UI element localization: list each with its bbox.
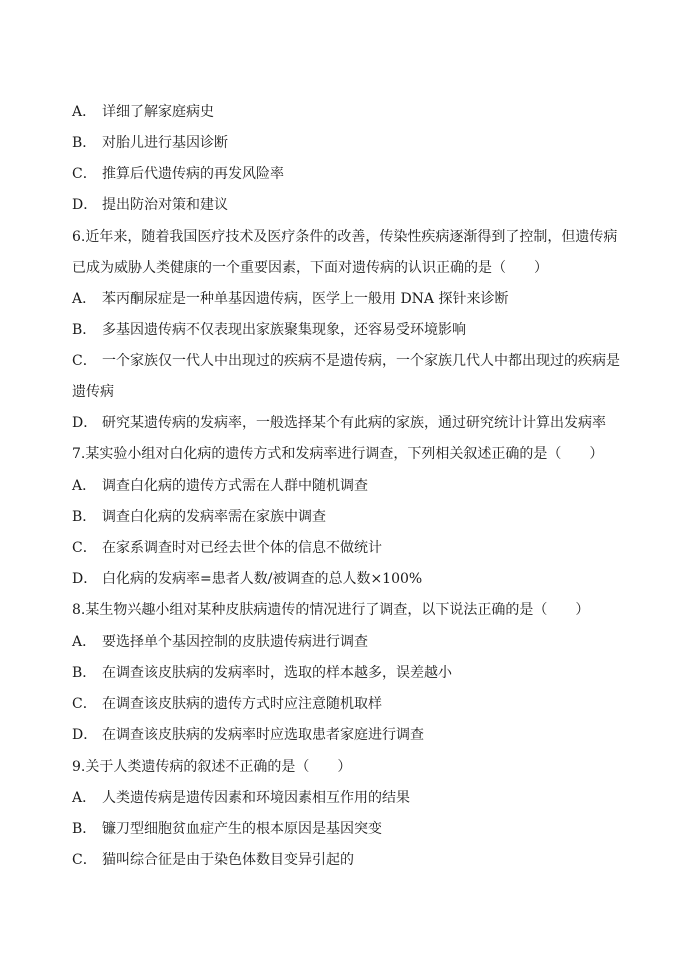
option-letter: C． xyxy=(72,540,97,556)
option-letter: A． xyxy=(72,291,97,307)
option-c xyxy=(72,694,618,714)
option-b xyxy=(72,819,618,839)
question-text: 已成为威胁人类健康的一个重要因素，下面对遗传病的认识正确的是（ ） xyxy=(72,260,548,276)
option-letter: B． xyxy=(72,821,97,837)
option-b xyxy=(72,320,618,340)
option-letter: B． xyxy=(72,135,97,151)
option-b xyxy=(72,133,618,153)
option-d xyxy=(72,413,618,433)
option-text: 调查白化病的发病率需在家族中调查 xyxy=(102,509,326,525)
option-c xyxy=(72,351,618,371)
option-letter: B． xyxy=(72,322,97,338)
option-a xyxy=(72,476,618,496)
option-text: 猫叫综合征是由于染色体数目变异引起的 xyxy=(102,852,354,868)
option-letter: A． xyxy=(72,790,97,806)
option-text: 在家系调查时对已经去世个体的信息不做统计 xyxy=(102,540,382,556)
option-text: 推算后代遗传病的再发风险率 xyxy=(102,166,284,182)
option-text: 苯丙酮尿症是一种单基因遗传病，医学上一般用 DNA 探针来诊断 xyxy=(102,291,509,307)
option-letter: C． xyxy=(72,852,97,868)
option-letter: B． xyxy=(72,509,97,525)
option-d xyxy=(72,725,618,745)
option-letter: D． xyxy=(72,727,98,743)
option-text: 在调查该皮肤病的发病率时，选取的样本越多，误差越小 xyxy=(102,665,452,681)
option-letter: D． xyxy=(72,197,98,213)
option-text: 提出防治对策和建议 xyxy=(102,197,228,213)
option-c-cont xyxy=(72,382,618,402)
option-b xyxy=(72,507,618,527)
option-letter: C． xyxy=(72,353,97,369)
option-text: 要选择单个基因控制的皮肤遗传病进行调查 xyxy=(102,634,368,650)
option-text: 白化病的发病率=患者人数/被调查的总人数×100% xyxy=(102,571,423,587)
question-text: 8.某生物兴趣小组对某种皮肤病遗传的情况进行了调查，以下说法正确的是（ ） xyxy=(72,602,590,618)
option-letter: B． xyxy=(72,665,97,681)
question-6-stem-cont xyxy=(72,258,618,278)
option-text: 调查白化病的遗传方式需在人群中随机调查 xyxy=(102,478,368,494)
option-a xyxy=(72,289,618,309)
option-text: 在调查该皮肤病的发病率时应选取患者家庭进行调查 xyxy=(102,727,424,743)
question-text: 6.近年来，随着我国医疗技术及医疗条件的改善，传染性疾病逐渐得到了控制，但遗传病 xyxy=(72,229,618,245)
option-c xyxy=(72,850,618,870)
option-d xyxy=(72,569,618,589)
option-letter: D． xyxy=(72,571,98,587)
option-b xyxy=(72,663,618,683)
option-letter: C． xyxy=(72,166,97,182)
option-text: 在调查该皮肤病的遗传方式时应注意随机取样 xyxy=(102,696,382,712)
option-text: 对胎儿进行基因诊断 xyxy=(102,135,228,151)
option-a xyxy=(72,788,618,808)
question-7-stem xyxy=(72,444,618,464)
option-text: 人类遗传病是遗传因素和环境因素相互作用的结果 xyxy=(102,790,410,806)
option-c xyxy=(72,538,618,558)
question-text: 9.关于人类遗传病的叙述不正确的是（ ） xyxy=(72,759,352,775)
option-d xyxy=(72,195,618,215)
option-letter: A． xyxy=(72,478,97,494)
question-9-stem xyxy=(72,757,618,777)
option-text: 详细了解家庭病史 xyxy=(102,104,214,120)
question-8-stem xyxy=(72,600,618,620)
option-a xyxy=(72,102,618,122)
question-text: 7.某实验小组对白化病的遗传方式和发病率进行调查，下列相关叙述正确的是（ ） xyxy=(72,446,604,462)
option-text: 一个家族仅一代人中出现过的疾病不是遗传病，一个家族几代人中都出现过的疾病是 xyxy=(102,353,620,369)
option-text: 镰刀型细胞贫血症产生的根本原因是基因突变 xyxy=(102,821,382,837)
option-letter: D． xyxy=(72,415,98,431)
option-letter: A． xyxy=(72,634,97,650)
option-text: 遗传病 xyxy=(72,384,114,400)
option-c xyxy=(72,164,618,184)
option-letter: C． xyxy=(72,696,97,712)
option-letter: A． xyxy=(72,104,97,120)
option-text: 多基因遗传病不仅表现出家族聚集现象，还容易受环境影响 xyxy=(102,322,466,338)
question-6-stem xyxy=(72,227,618,247)
option-a xyxy=(72,632,618,652)
option-text: 研究某遗传病的发病率，一般选择某个有此病的家族，通过研究统计计算出发病率 xyxy=(102,415,606,431)
